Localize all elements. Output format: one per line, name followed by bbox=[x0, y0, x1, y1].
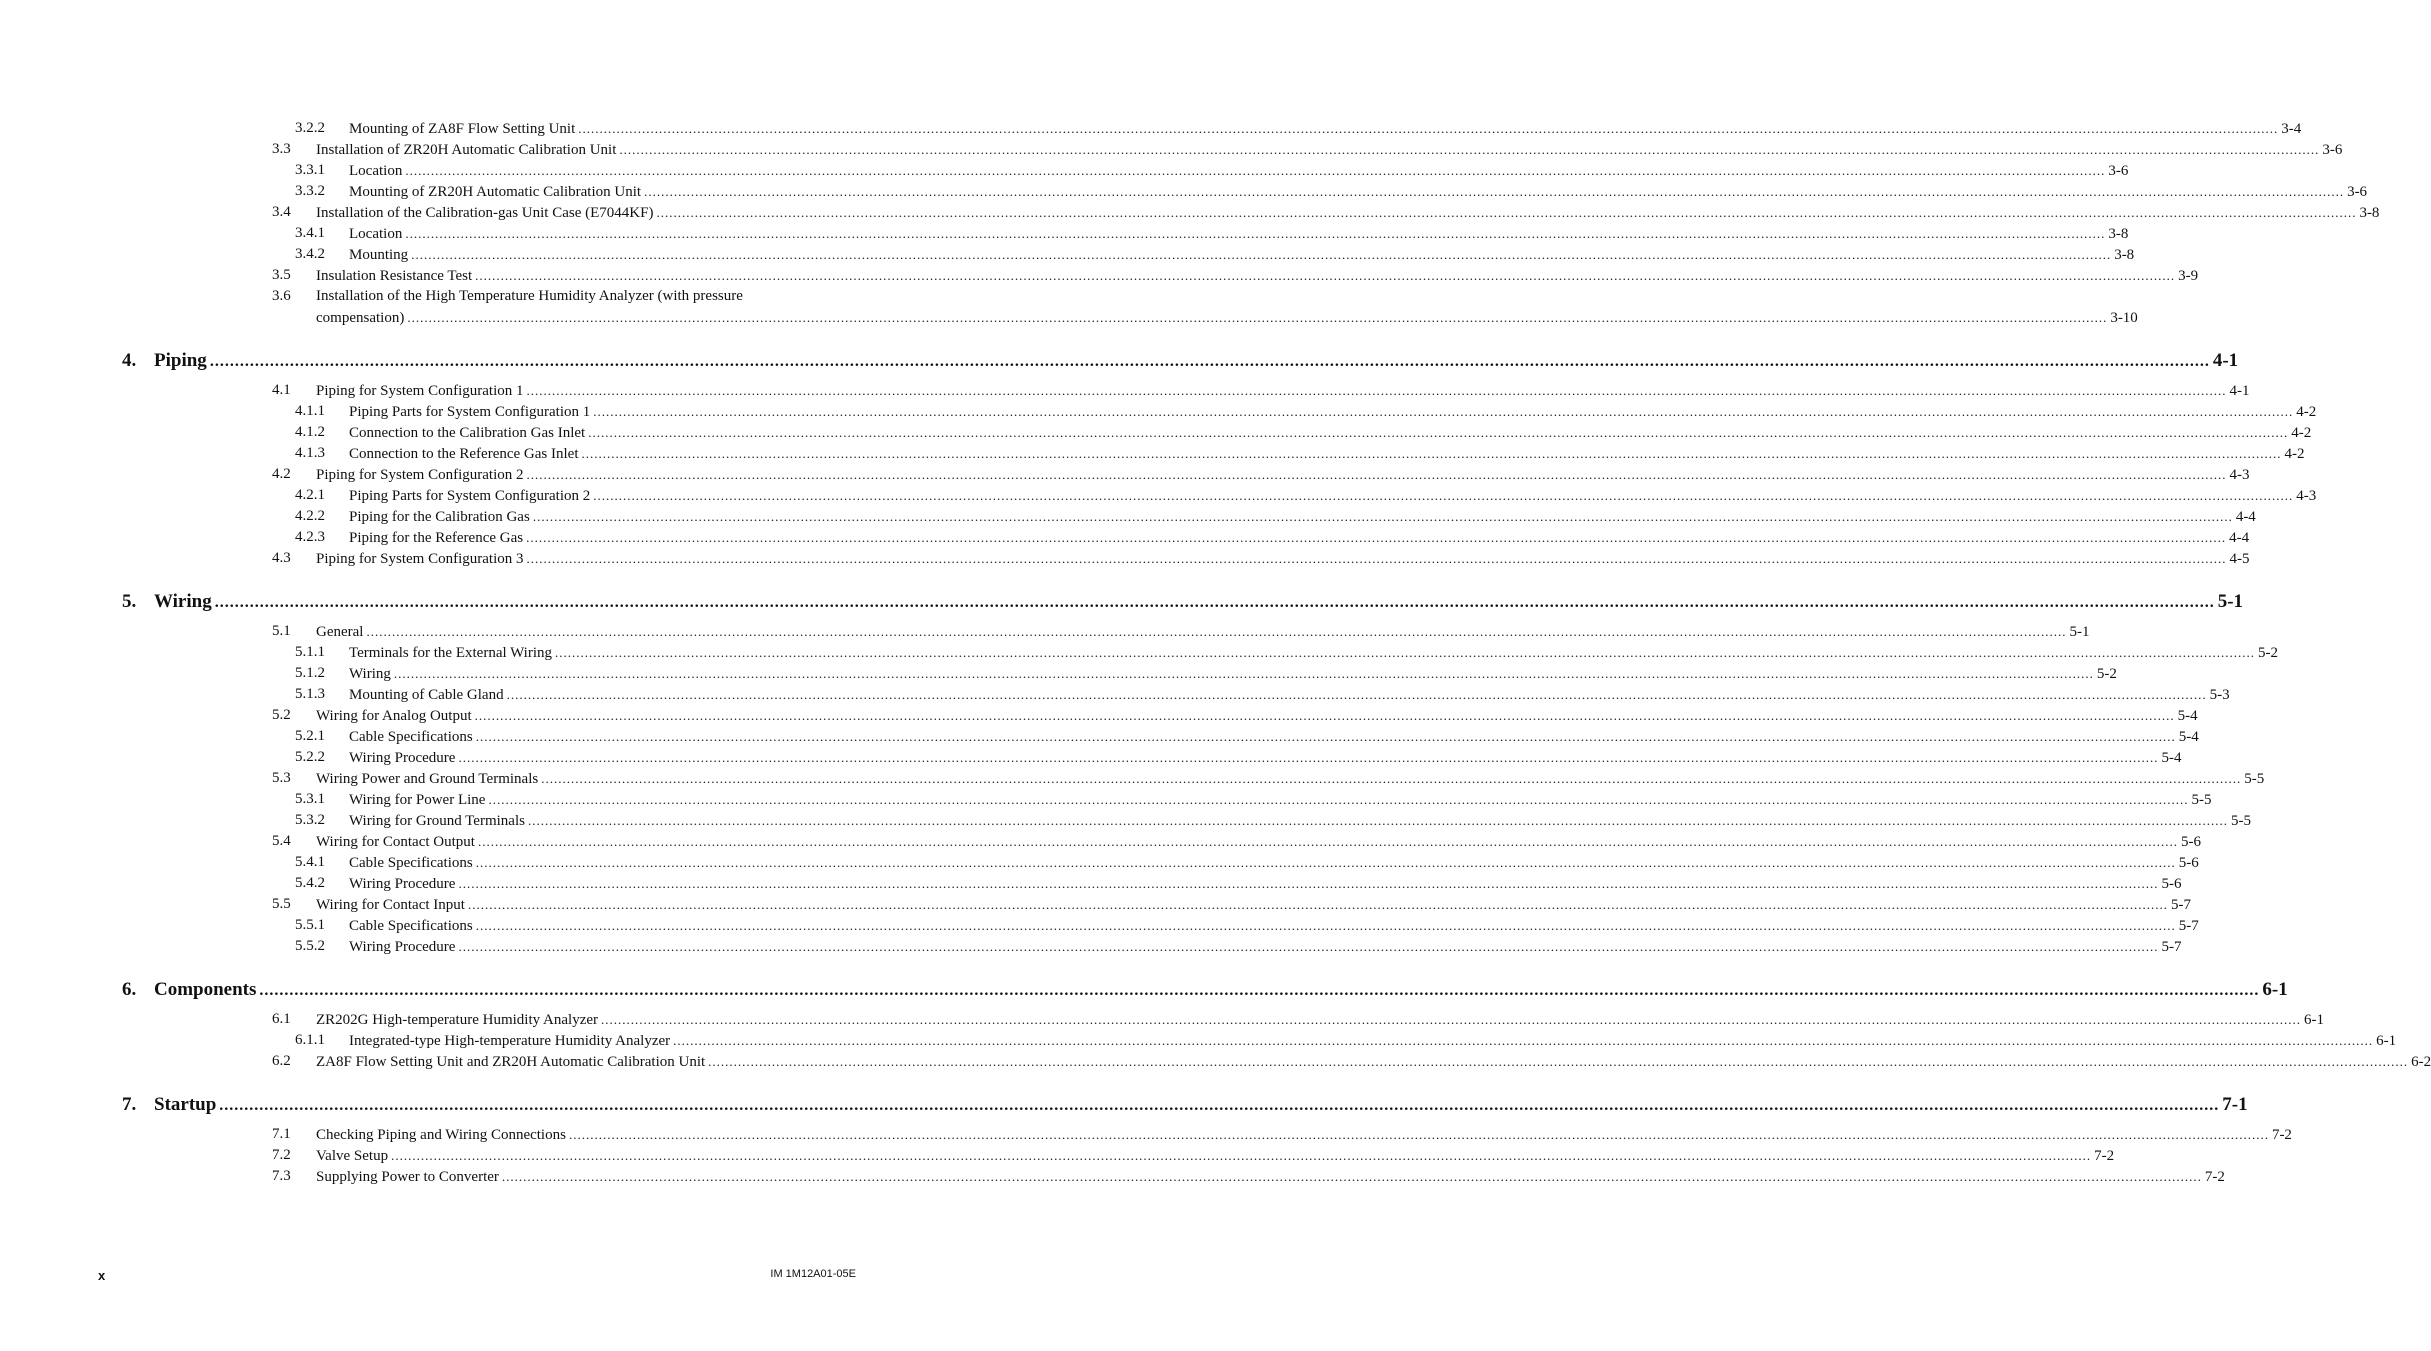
page-number: x bbox=[98, 1268, 106, 1283]
toc-entry-title: Insulation Resistance Test bbox=[316, 268, 473, 284]
toc-entry-title: Location bbox=[349, 226, 403, 242]
toc-entry-title: Piping for System Configuration 2 bbox=[316, 467, 524, 483]
toc-entry[interactable] bbox=[0, 464, 2250, 485]
toc-leader-dots: ................................................................................................................................................................................................................................................................................................................................................................................................................ bbox=[673, 1033, 2374, 1048]
toc-leader-dots: ................................................................................................................................................................................................................................................................................................................................................................................................................ bbox=[588, 425, 2289, 440]
toc-entry[interactable] bbox=[0, 485, 2317, 506]
toc-entry-title: Connection to the Reference Gas Inlet bbox=[349, 446, 579, 462]
toc-page-number: 6-1 bbox=[2262, 979, 2288, 1000]
toc-entry-number: 4.1.2 bbox=[295, 424, 325, 440]
toc-entry-number: 7. bbox=[122, 1094, 137, 1115]
toc-page-number: 3-9 bbox=[2178, 268, 2199, 284]
toc-entry-title: Location bbox=[349, 163, 403, 179]
toc-leader-dots: ................................................................................................................................................................................................................................................................................................................................................................................................................ bbox=[619, 142, 2320, 157]
toc-page-number: 6-1 bbox=[2304, 1012, 2325, 1028]
toc-leader-dots: ................................................................................................................................................................................................................................................................................................................................................................................................................ bbox=[366, 624, 2067, 639]
toc-entry[interactable] bbox=[0, 663, 2117, 684]
toc-chapter[interactable] bbox=[0, 588, 2244, 616]
toc-entry-number: 5.2.2 bbox=[295, 749, 325, 765]
toc-entry[interactable] bbox=[0, 642, 2279, 663]
toc-page-number: 5-3 bbox=[2209, 687, 2230, 703]
toc-entry-number: 4.3 bbox=[272, 550, 291, 566]
toc-page-number: 7-1 bbox=[2222, 1094, 2248, 1115]
toc-entry-title: Terminals for the External Wiring bbox=[349, 645, 553, 661]
toc-entry[interactable] bbox=[0, 1166, 2225, 1187]
toc-page-number: 4-2 bbox=[2284, 446, 2305, 462]
toc-page-number: 5-5 bbox=[2191, 792, 2212, 808]
toc-leader-dots: ................................................................................................................................................................................................................................................................................................................................................................................................................ bbox=[458, 876, 2159, 891]
toc-page-number: 5-1 bbox=[2069, 624, 2090, 640]
toc-leader-dots: ................................................................................................................................................................................................................................................................................................................................................................................................................ bbox=[475, 855, 2176, 870]
toc-entry-title: Installation of ZR20H Automatic Calibration Unit bbox=[316, 142, 617, 158]
toc-entry-title: Mounting of ZA8F Flow Setting Unit bbox=[349, 121, 576, 137]
toc-entry-number: 3.2.2 bbox=[295, 120, 325, 136]
toc-leader-dots: ................................................................................................................................................................................................................................................................................................................................................................................................................ bbox=[475, 918, 2176, 933]
toc-entry-title: Valve Setup bbox=[316, 1148, 389, 1164]
toc-entry-title: General bbox=[316, 624, 364, 640]
toc-entry-title: Installation of the Calibration-gas Unit Case (E7044KF) bbox=[316, 205, 654, 221]
toc-entry[interactable] bbox=[0, 1051, 2431, 1072]
toc-entry[interactable] bbox=[0, 810, 2251, 831]
toc-entry-number: 4.2.3 bbox=[295, 529, 325, 545]
toc-page-number: 5-4 bbox=[2178, 729, 2199, 745]
toc-entry-number: 3.3 bbox=[272, 141, 291, 157]
table-of-contents bbox=[0, 118, 2431, 1187]
toc-chapter[interactable] bbox=[0, 976, 2288, 1004]
toc-entry-title: Wiring for Contact Output bbox=[316, 834, 475, 850]
toc-entry-title: Piping Parts for System Configuration 1 bbox=[349, 404, 591, 420]
toc-leader-dots: ................................................................................................................................................................................................................................................................................................................................................................................................................ bbox=[581, 446, 2282, 461]
toc-leader-dots: ................................................................................................................................................................................................................................................................................................................................................................................................................ bbox=[467, 897, 2168, 912]
toc-entry-title: Wiring bbox=[154, 591, 212, 612]
toc-entry[interactable] bbox=[0, 621, 2090, 642]
toc-page-number: 3-10 bbox=[2110, 310, 2138, 326]
toc-entry-number: 4.1.1 bbox=[295, 403, 325, 419]
toc-leader-dots: ................................................................................................................................................................................................................................................................................................................................................................................................................ bbox=[407, 310, 2108, 325]
toc-entry[interactable] bbox=[0, 789, 2212, 810]
toc-entry-number: 3.4.2 bbox=[295, 246, 325, 262]
toc-entry[interactable] bbox=[0, 223, 2129, 244]
toc-leader-dots: ................................................................................................................................................................................................................................................................................................................................................................................................................ bbox=[458, 750, 2159, 765]
toc-page-number: 6-2 bbox=[2411, 1054, 2431, 1070]
toc-entry[interactable] bbox=[0, 286, 2138, 328]
toc-entry-number: 6.1.1 bbox=[295, 1032, 325, 1048]
toc-leader-dots: ................................................................................................................................................................................................................................................................................................................................................................................................................ bbox=[405, 163, 2106, 178]
toc-entry-title: ZA8F Flow Setting Unit and ZR20H Automatic Calibration Unit bbox=[316, 1054, 706, 1070]
toc-leader-dots: ................................................................................................................................................................................................................................................................................................................................................................................................................ bbox=[219, 1097, 2220, 1114]
toc-entry-number: 5.1.3 bbox=[295, 686, 325, 702]
toc-entry[interactable] bbox=[0, 1030, 2397, 1051]
toc-entry-number: 3.4 bbox=[272, 204, 291, 220]
toc-page-number: 4-2 bbox=[2291, 425, 2312, 441]
toc-entry-title: ZR202G High-temperature Humidity Analyzer bbox=[316, 1012, 599, 1028]
toc-entry-number: 5. bbox=[122, 591, 137, 612]
toc-leader-dots: ................................................................................................................................................................................................................................................................................................................................................................................................................ bbox=[475, 729, 2176, 744]
toc-chapter[interactable] bbox=[0, 347, 2239, 375]
toc-page-number: 4-4 bbox=[2229, 530, 2250, 546]
document-id: IM 1M12A01-05E bbox=[770, 1268, 856, 1280]
toc-entry-number: 4.2.2 bbox=[295, 508, 325, 524]
toc-page-number: 5-6 bbox=[2161, 876, 2182, 892]
toc-entry-number: 3.5 bbox=[272, 267, 291, 283]
toc-entry-number: 5.3 bbox=[272, 770, 291, 786]
toc-page-number: 5-7 bbox=[2178, 918, 2199, 934]
toc-entry-number: 4. bbox=[122, 350, 137, 371]
toc-entry-number: 5.2.1 bbox=[295, 728, 325, 744]
toc-page-number: 5-7 bbox=[2170, 897, 2191, 913]
toc-entry-title: Mounting of Cable Gland bbox=[349, 687, 504, 703]
toc-entry-number: 6.1 bbox=[272, 1011, 291, 1027]
toc-entry[interactable] bbox=[0, 1009, 2325, 1030]
toc-entry-title: Wiring for Contact Input bbox=[316, 897, 465, 913]
toc-entry[interactable] bbox=[0, 422, 2312, 443]
toc-page-number: 4-4 bbox=[2235, 509, 2256, 525]
toc-page-number: 4-1 bbox=[2229, 383, 2250, 399]
toc-entry[interactable] bbox=[0, 705, 2198, 726]
toc-entry-number: 6.2 bbox=[272, 1053, 291, 1069]
toc-page-number: 6-1 bbox=[2376, 1033, 2397, 1049]
toc-entry[interactable] bbox=[0, 726, 2199, 747]
toc-leader-dots: ................................................................................................................................................................................................................................................................................................................................................................................................................ bbox=[411, 247, 2112, 262]
toc-entry[interactable] bbox=[0, 873, 2182, 894]
toc-entry-title: Wiring Procedure bbox=[349, 939, 456, 955]
toc-page-number: 5-5 bbox=[2230, 813, 2251, 829]
toc-entry[interactable] bbox=[0, 548, 2250, 569]
toc-entry-title: Piping for the Calibration Gas bbox=[349, 509, 530, 525]
toc-entry[interactable] bbox=[0, 139, 2343, 160]
toc-entry-number: 4.1 bbox=[272, 382, 291, 398]
toc-leader-dots: ................................................................................................................................................................................................................................................................................................................................................................................................................ bbox=[526, 383, 2227, 398]
toc-entry-title: Cable Specifications bbox=[349, 855, 473, 871]
toc-page-number: 5-6 bbox=[2178, 855, 2199, 871]
toc-entry[interactable] bbox=[0, 118, 2302, 139]
toc-leader-dots: ................................................................................................................................................................................................................................................................................................................................................................................................................ bbox=[477, 834, 2178, 849]
toc-leader-dots: ................................................................................................................................................................................................................................................................................................................................................................................................................ bbox=[488, 792, 2189, 807]
toc-entry-number: 5.5.2 bbox=[295, 938, 325, 954]
toc-entry-number: 5.5 bbox=[272, 896, 291, 912]
toc-leader-dots: ................................................................................................................................................................................................................................................................................................................................................................................................................ bbox=[526, 530, 2227, 545]
toc-entry[interactable] bbox=[0, 380, 2250, 401]
toc-page-number: 3-8 bbox=[2359, 205, 2380, 221]
toc-leader-dots: ................................................................................................................................................................................................................................................................................................................................................................................................................ bbox=[708, 1054, 2409, 1069]
toc-entry-title: Components bbox=[154, 979, 257, 1000]
toc-entry-title: Wiring Power and Ground Terminals bbox=[316, 771, 539, 787]
toc-leader-dots: ................................................................................................................................................................................................................................................................................................................................................................................................................ bbox=[214, 594, 2215, 611]
toc-entry-title: Startup bbox=[154, 1094, 217, 1115]
toc-leader-dots: ................................................................................................................................................................................................................................................................................................................................................................................................................ bbox=[568, 1127, 2269, 1142]
toc-entry-number: 5.4.1 bbox=[295, 854, 325, 870]
toc-entry-number: 5.2 bbox=[272, 707, 291, 723]
toc-leader-dots: ................................................................................................................................................................................................................................................................................................................................................................................................................ bbox=[259, 982, 2260, 999]
toc-entry-number: 7.2 bbox=[272, 1147, 291, 1163]
toc-entry[interactable] bbox=[0, 684, 2230, 705]
toc-page-number: 5-4 bbox=[2161, 750, 2182, 766]
toc-entry[interactable] bbox=[0, 506, 2256, 527]
toc-entry-title: Piping for the Reference Gas bbox=[349, 530, 524, 546]
toc-entry-title: Wiring bbox=[349, 666, 391, 682]
toc-entry-number: 5.3.2 bbox=[295, 812, 325, 828]
toc-entry-title: Wiring for Analog Output bbox=[316, 708, 472, 724]
toc-entry[interactable] bbox=[0, 181, 2368, 202]
toc-entry-title: Cable Specifications bbox=[349, 918, 473, 934]
toc-entry-title: Mounting bbox=[349, 247, 409, 263]
toc-entry[interactable] bbox=[0, 244, 2135, 265]
toc-entry[interactable] bbox=[0, 852, 2199, 873]
toc-entry[interactable] bbox=[0, 936, 2182, 957]
toc-leader-dots: ................................................................................................................................................................................................................................................................................................................................................................................................................ bbox=[506, 687, 2207, 702]
toc-entry-number: 5.3.1 bbox=[295, 791, 325, 807]
toc-leader-dots: ................................................................................................................................................................................................................................................................................................................................................................................................................ bbox=[601, 1012, 2302, 1027]
toc-entry[interactable] bbox=[0, 831, 2201, 852]
toc-page-number: 5-4 bbox=[2177, 708, 2198, 724]
toc-entry[interactable] bbox=[0, 401, 2317, 422]
toc-page-number: 4-3 bbox=[2229, 467, 2250, 483]
toc-entry-title: Integrated-type High-temperature Humidity Analyzer bbox=[349, 1033, 671, 1049]
toc-entry-title: Wiring Procedure bbox=[349, 876, 456, 892]
toc-page-number: 5-2 bbox=[2258, 645, 2279, 661]
toc-entry-title: compensation) bbox=[316, 310, 405, 326]
toc-entry-title: Piping bbox=[154, 350, 207, 371]
toc-page-number: 4-1 bbox=[2212, 350, 2239, 371]
toc-entry-number: 5.4.2 bbox=[295, 875, 325, 891]
toc-page-number: 7-2 bbox=[2204, 1169, 2225, 1185]
toc-page-number: 5-1 bbox=[2217, 591, 2244, 612]
toc-entry-number: 7.3 bbox=[272, 1168, 291, 1184]
toc-page-number: 5-5 bbox=[2244, 771, 2265, 787]
toc-entry-title: Wiring Procedure bbox=[349, 750, 456, 766]
toc-page-number: 7-2 bbox=[2271, 1127, 2292, 1143]
toc-entry-number: 4.1.3 bbox=[295, 445, 325, 461]
toc-entry-number: 5.5.1 bbox=[295, 917, 325, 933]
toc-entry-title: Wiring for Power Line bbox=[349, 792, 486, 808]
toc-leader-dots: ................................................................................................................................................................................................................................................................................................................................................................................................................ bbox=[541, 771, 2242, 786]
toc-entry-title: Mounting of ZR20H Automatic Calibration Unit bbox=[349, 184, 642, 200]
toc-entry[interactable] bbox=[0, 527, 2250, 548]
toc-leader-dots: ................................................................................................................................................................................................................................................................................................................................................................................................................ bbox=[593, 488, 2294, 503]
toc-entry-number: 4.2 bbox=[272, 466, 291, 482]
toc-leader-dots: ................................................................................................................................................................................................................................................................................................................................................................................................................ bbox=[527, 813, 2228, 828]
toc-page-number: 4-3 bbox=[2296, 488, 2317, 504]
toc-entry-number: 5.4 bbox=[272, 833, 291, 849]
toc-entry[interactable] bbox=[0, 1145, 2115, 1166]
toc-entry[interactable] bbox=[0, 747, 2182, 768]
toc-page-number: 5-7 bbox=[2161, 939, 2182, 955]
toc-entry-title-line1: Installation of the High Temperature Humidity Analyzer (with pressure bbox=[316, 288, 743, 304]
toc-entry-number: 3.4.1 bbox=[295, 225, 325, 241]
toc-entry[interactable] bbox=[0, 265, 2199, 286]
toc-leader-dots: ................................................................................................................................................................................................................................................................................................................................................................................................................ bbox=[578, 121, 2279, 136]
toc-leader-dots: ................................................................................................................................................................................................................................................................................................................................................................................................................ bbox=[474, 708, 2175, 723]
toc-page-number: 3-8 bbox=[2114, 247, 2135, 263]
toc-entry[interactable] bbox=[0, 894, 2191, 915]
toc-leader-dots: ................................................................................................................................................................................................................................................................................................................................................................................................................ bbox=[526, 551, 2227, 566]
toc-entry-number: 3.6 bbox=[272, 288, 291, 304]
toc-page-number: 3-6 bbox=[2108, 163, 2129, 179]
toc-entry-title: Piping for System Configuration 1 bbox=[316, 383, 524, 399]
toc-entry-number: 4.2.1 bbox=[295, 487, 325, 503]
toc-entry-number: 5.1 bbox=[272, 623, 291, 639]
toc-entry-number: 5.1.1 bbox=[295, 644, 325, 660]
toc-leader-dots: ................................................................................................................................................................................................................................................................................................................................................................................................................ bbox=[501, 1169, 2202, 1184]
toc-entry[interactable] bbox=[0, 915, 2199, 936]
toc-leader-dots: ................................................................................................................................................................................................................................................................................................................................................................................................................ bbox=[393, 666, 2094, 681]
toc-leader-dots: ................................................................................................................................................................................................................................................................................................................................................................................................................ bbox=[555, 645, 2256, 660]
toc-page-number: 4-5 bbox=[2229, 551, 2250, 567]
toc-leader-dots: ................................................................................................................................................................................................................................................................................................................................................................................................................ bbox=[656, 205, 2357, 220]
toc-leader-dots: ................................................................................................................................................................................................................................................................................................................................................................................................................ bbox=[526, 467, 2227, 482]
toc-page-number: 3-6 bbox=[2322, 142, 2343, 158]
toc-page-number: 7-2 bbox=[2094, 1148, 2115, 1164]
toc-page-number: 5-6 bbox=[2180, 834, 2201, 850]
toc-leader-dots: ................................................................................................................................................................................................................................................................................................................................................................................................................ bbox=[209, 353, 2210, 370]
toc-page-number: 3-6 bbox=[2347, 184, 2368, 200]
toc-page-number: 5-2 bbox=[2096, 666, 2117, 682]
toc-entry-title: Wiring for Ground Terminals bbox=[349, 813, 525, 829]
toc-entry-title: Cable Specifications bbox=[349, 729, 473, 745]
toc-entry[interactable] bbox=[0, 1124, 2292, 1145]
toc-leader-dots: ................................................................................................................................................................................................................................................................................................................................................................................................................ bbox=[391, 1148, 2092, 1163]
toc-entry-title: Checking Piping and Wiring Connections bbox=[316, 1127, 566, 1143]
toc-page-number: 4-2 bbox=[2296, 404, 2317, 420]
toc-entry[interactable] bbox=[0, 443, 2305, 464]
toc-leader-dots: ................................................................................................................................................................................................................................................................................................................................................................................................................ bbox=[532, 509, 2233, 524]
toc-leader-dots: ................................................................................................................................................................................................................................................................................................................................................................................................................ bbox=[593, 404, 2294, 419]
toc-leader-dots: ................................................................................................................................................................................................................................................................................................................................................................................................................ bbox=[405, 226, 2106, 241]
toc-leader-dots: ................................................................................................................................................................................................................................................................................................................................................................................................................ bbox=[644, 184, 2345, 199]
toc-entry[interactable] bbox=[0, 768, 2265, 789]
toc-entry-title: Connection to the Calibration Gas Inlet bbox=[349, 425, 586, 441]
toc-entry-number: 3.3.1 bbox=[295, 162, 325, 178]
toc-page-number: 3-4 bbox=[2281, 121, 2302, 137]
toc-entry[interactable] bbox=[0, 202, 2380, 223]
toc-entry-number: 5.1.2 bbox=[295, 665, 325, 681]
toc-leader-dots: ................................................................................................................................................................................................................................................................................................................................................................................................................ bbox=[458, 939, 2159, 954]
toc-entry-number: 6. bbox=[122, 979, 137, 1000]
toc-entry-title: Supplying Power to Converter bbox=[316, 1169, 499, 1185]
toc-entry-title: Piping for System Configuration 3 bbox=[316, 551, 524, 567]
toc-entry-number: 7.1 bbox=[272, 1126, 291, 1142]
toc-entry-number: 3.3.2 bbox=[295, 183, 325, 199]
toc-entry[interactable] bbox=[0, 160, 2129, 181]
toc-leader-dots: ................................................................................................................................................................................................................................................................................................................................................................................................................ bbox=[475, 268, 2176, 283]
toc-page-number: 3-8 bbox=[2108, 226, 2129, 242]
toc-entry-title: Piping Parts for System Configuration 2 bbox=[349, 488, 591, 504]
toc-chapter[interactable] bbox=[0, 1091, 2248, 1119]
